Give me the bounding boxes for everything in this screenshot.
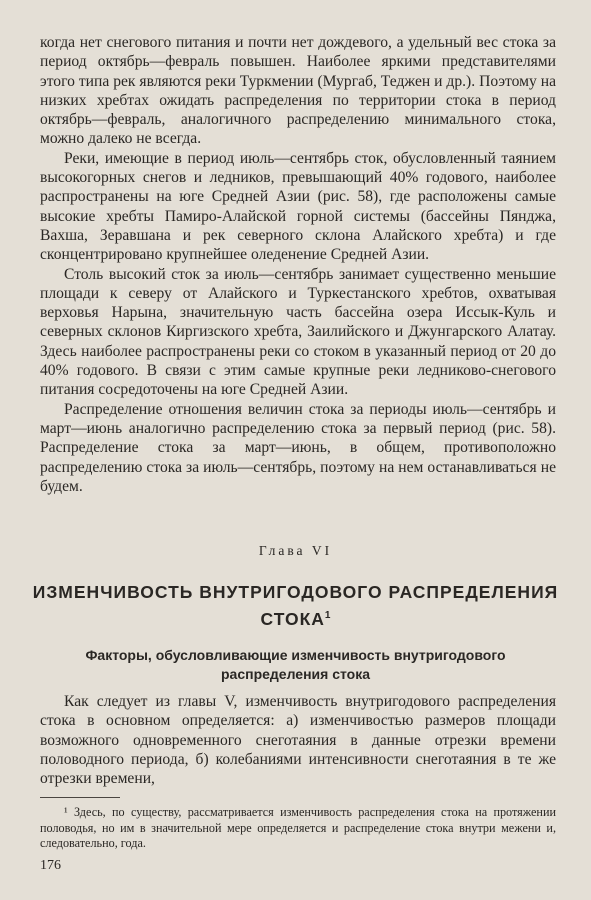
footnote-marker: 1: [324, 610, 331, 621]
paragraph: когда нет снегового питания и почти нет дождевого, а удельный вес стока за период октябрь—февраль повышен. Наиболее яркими представителями этого типа рек являются реки Туркмении (Мургаб, Теджен и др.). Поэтому на низких хребтах ожидать распределения по территории стока в период октябрь—февраль, аналогичного распределению минимального стока, можно далеко не всегда.: [40, 34, 556, 148]
chapter-title-text: ИЗМЕНЧИВОСТЬ ВНУТРИГОДОВОГО РАСПРЕДЕЛЕНИЯ СТОКА: [32, 582, 559, 629]
section-title: Факторы, обусловливающие изменчивость внутригодового распределения стока: [85, 647, 506, 682]
footnote-divider: [40, 797, 120, 798]
chapter-label: Глава VI: [258, 543, 333, 558]
chapter-title: [30, 580, 561, 631]
paragraph: Столь высокий сток за июль—сентябрь занимает существенно меньшие площади к северу от Алайского и Туркестанского хребтов, охватывая верховья Нарына, значительную часть бассейна озера Иссык-Куль и северных склонов Киргизского хребта, Заилийского и Джунгарского Алатау. Здесь наиболее распространены реки со стоком в указанный период от 20 до 40% годового. В связи с этим самые крупные реки ледниково-снегового питания сосредоточены на юге Средней Азии.: [40, 265, 556, 399]
footnote: ¹ Здесь, по существу, рассматривается изменчивость распределения стока на протяжении половодья, но им в значительной мере определяется и распределение стока внутри межени и, следовательно, года.: [40, 805, 556, 850]
bottom-text-block: [40, 692, 556, 788]
paragraph: Распределение отношения величин стока за периоды июль—сентябрь и март—июнь аналогично распределению стока за первый период (рис. 58). Распределение стока за март—июнь, в общем, противоположно распределению стока за июль—сентябрь, поэтому на нем останавливаться не будем.: [40, 400, 556, 495]
paragraph: Как следует из главы V, изменчивость внутригодового распределения стока в основном определяется: а) изменчивостью размеров площади возможного одновременного снеготаяния в данные отрезки времени половодного периода, б) колебаниями интенсивности снеготаяния в те же отрезки времени,: [40, 693, 556, 788]
paragraph: Реки, имеющие в период июль—сентябрь сток, обусловленный таянием высокогорных снегов и ледников, превышающий 40% годового, наиболее распространены на юге Средней Азии (рис. 58), где расположены самые высокие хребты Памиро-Алайской горной системы (бассейны Пянджа, Вахша, Зеравшана и рек северного склона Алайского хребта) и где сконцентрировано крупнейшее оледенение Средней Азии.: [40, 149, 556, 264]
page-number: 176: [40, 858, 61, 873]
top-text-block: [40, 33, 556, 496]
